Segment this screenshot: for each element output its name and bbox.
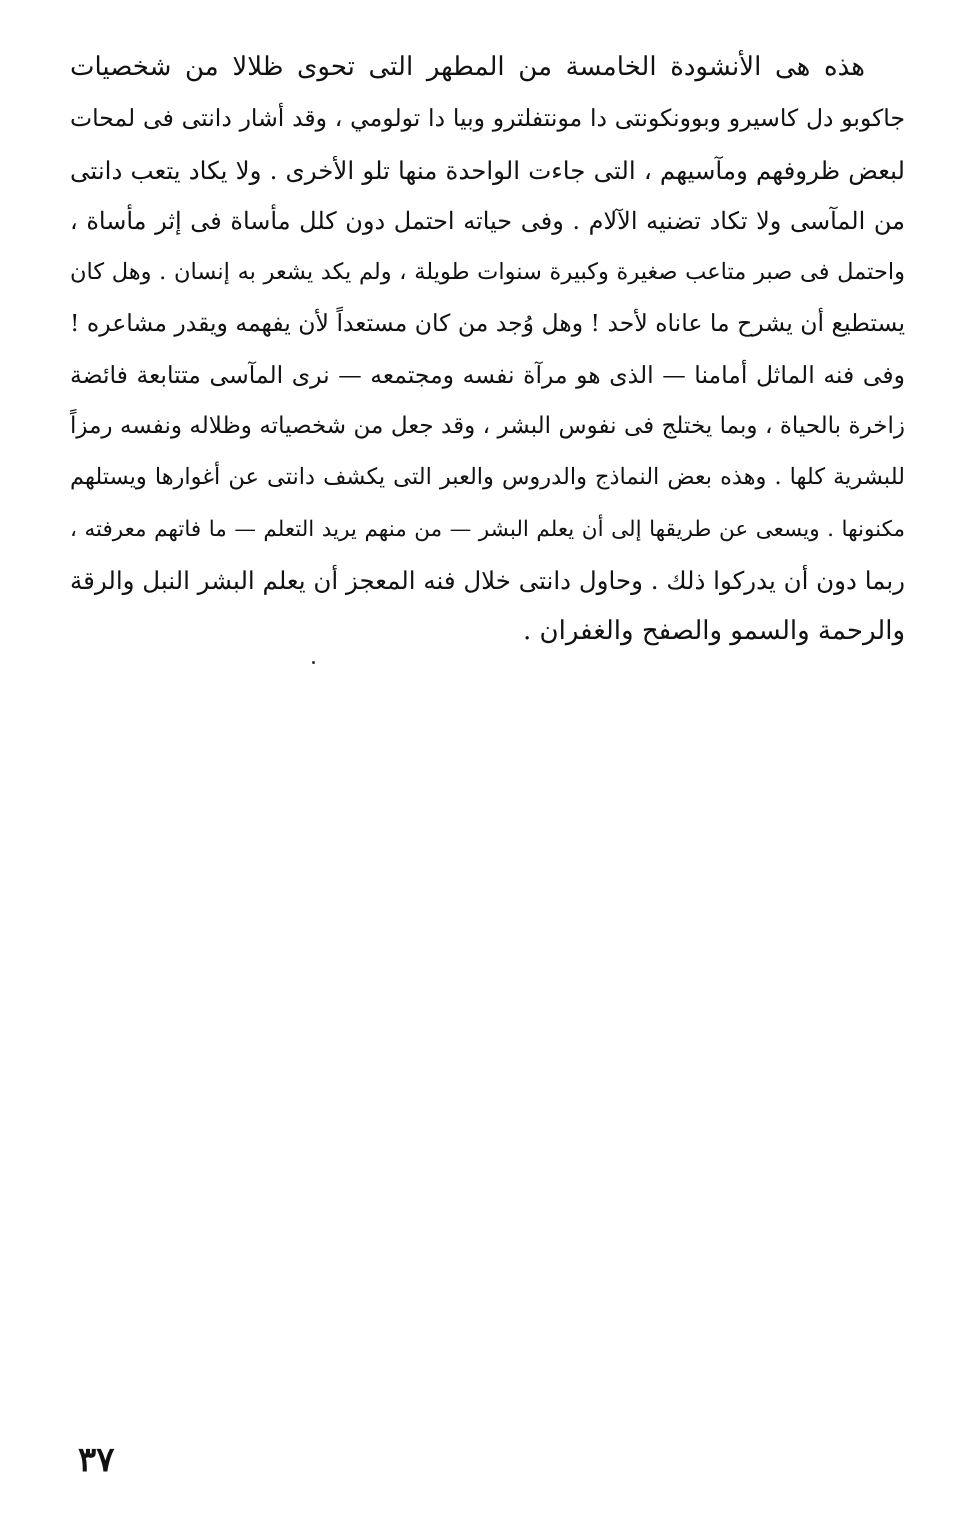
text-line: ربما دون أن يدركوا ذلك . وحاول دانتى خلال فنه المعجز أن يعلم البشر النبل والرقة [70,565,905,595]
text-line: جاكوبو دل كاسيرو وبوونكونتى دا مونتفلترو وبيا دا تولومي ، وقد أشار دانتى فى لمحات [70,104,905,133]
text-line: واحتمل فى صبر متاعب صغيرة وكبيرة سنوات طويلة ، ولم يكد يشعر به إنسان . وهل كان [70,259,905,286]
body-text [70,42,905,658]
print-speck [312,661,315,664]
text-line: والرحمة والسمو والصفح والغفران . [522,616,905,647]
text-line: مكنونها . ويسعى عن طريقها إلى أن يعلم البشر — من منهم يريد التعلم — ما فاتهم معرفته ، [70,516,905,542]
text-line: زاخرة بالحياة ، وبما يختلج فى نفوس البشر ، وقد جعل من شخصياته وظلاله ونفسه رمزاً [70,413,905,440]
text-line: يستطيع أن يشرح ما عاناه لأحد ! وهل وُجد من كان مستعداً لأن يفهمه ويقدر مشاعره ! [70,309,905,338]
text-line: لبعض ظروفهم ومآسيهم ، التى جاءت الواحدة منها تلو الأخرى . ولا يكاد يتعب دانتى [70,155,905,185]
text-line: وفى فنه الماثل أمامنا — الذى هو مرآة نفسه ومجتمعه — نرى المآسى متتابعة فائضة [70,360,905,389]
text-line: من المآسى ولا تكاد تضنيه الآلام . وفى حياته احتمل دون كلل مأساة فى إثر مأساة ، [70,206,905,235]
text-line: هذه هى الأنشودة الخامسة من المطهر التى تحوى ظلالا من شخصيات [70,52,865,82]
text-line: للبشرية كلها . وهذه بعض النماذج والدروس والعبر التى يكشف دانتى عن أغوارها ويستلهم [70,464,905,491]
page-number: ٣٧ [78,1440,115,1480]
